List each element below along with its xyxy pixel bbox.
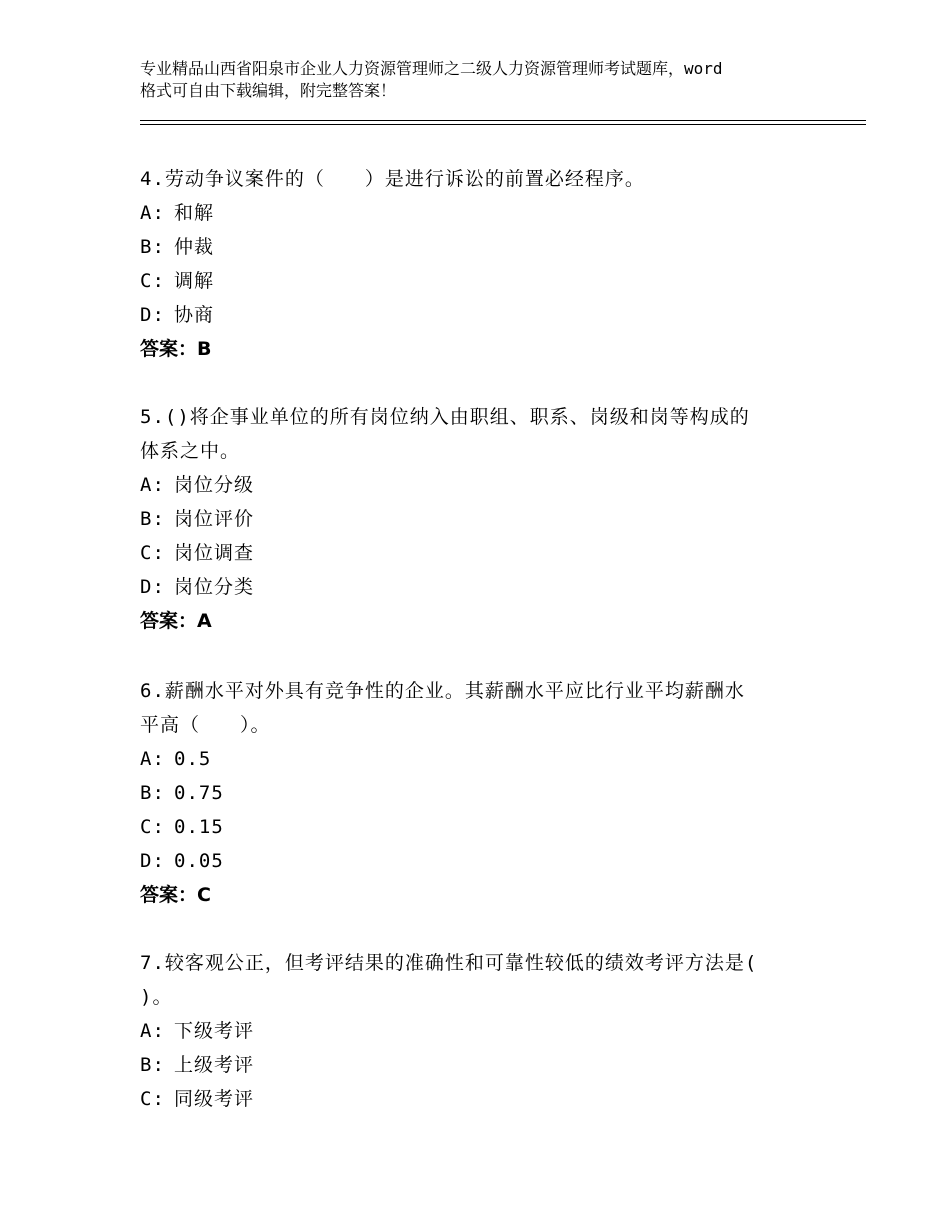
question-5 bbox=[140, 400, 820, 638]
question-6 bbox=[140, 674, 820, 912]
option-b bbox=[140, 776, 820, 810]
option-key: A: bbox=[140, 474, 165, 496]
option-key: A: bbox=[140, 202, 165, 224]
option-key: C: bbox=[140, 1088, 165, 1110]
question-text-continued: 平高（ ）。 bbox=[140, 714, 271, 736]
question-text: 7.较客观公正，但考评结果的准确性和可靠性较低的绩效考评方法是( bbox=[140, 952, 758, 974]
option-key: B: bbox=[140, 1054, 165, 1076]
option-text: 岗位分级 bbox=[174, 474, 255, 496]
option-key: A: bbox=[140, 1020, 165, 1042]
answer-line: 答案：A bbox=[140, 610, 212, 632]
option-key: C: bbox=[140, 816, 165, 838]
option-text: 协商 bbox=[174, 304, 215, 326]
option-key: B: bbox=[140, 782, 165, 804]
option-key: B: bbox=[140, 508, 165, 530]
option-a bbox=[140, 196, 820, 230]
option-text: 仲裁 bbox=[174, 236, 215, 258]
header-divider-top bbox=[140, 120, 866, 121]
option-d bbox=[140, 298, 820, 332]
option-d bbox=[140, 570, 820, 604]
question-text-continued: )。 bbox=[140, 986, 173, 1008]
document-header bbox=[140, 58, 840, 102]
option-text: 岗位分类 bbox=[174, 576, 255, 598]
answer-line: 答案：C bbox=[140, 884, 211, 906]
option-text: 0.75 bbox=[174, 782, 224, 804]
option-text: 上级考评 bbox=[174, 1054, 255, 1076]
option-text: 0.05 bbox=[174, 850, 224, 872]
option-key: C: bbox=[140, 542, 165, 564]
option-a bbox=[140, 468, 820, 502]
question-text: 6.薪酬水平对外具有竞争性的企业。其薪酬水平应比行业平均薪酬水 bbox=[140, 680, 745, 702]
option-text: 岗位调查 bbox=[174, 542, 255, 564]
question-text: 5.()将企事业单位的所有岗位纳入由职组、职系、岗级和岗等构成的 bbox=[140, 406, 750, 428]
header-line-1: 专业精品山西省阳泉市企业人力资源管理师之二级人力资源管理师考试题库，word bbox=[140, 59, 723, 78]
option-a bbox=[140, 742, 820, 776]
option-c bbox=[140, 536, 820, 570]
question-text: 4.劳动争议案件的（ ）是进行诉讼的前置必经程序。 bbox=[140, 168, 645, 190]
option-text: 岗位评价 bbox=[174, 508, 255, 530]
option-c bbox=[140, 1082, 820, 1116]
option-a bbox=[140, 1014, 820, 1048]
option-key: D: bbox=[140, 850, 165, 872]
header-line-2: 格式可自由下载编辑，附完整答案！ bbox=[140, 81, 397, 100]
header-divider-bottom bbox=[140, 124, 866, 125]
option-key: A: bbox=[140, 748, 165, 770]
option-text: 下级考评 bbox=[174, 1020, 255, 1042]
answer-line: 答案：B bbox=[140, 338, 212, 360]
option-text: 0.5 bbox=[174, 748, 212, 770]
option-b bbox=[140, 1048, 820, 1082]
option-text: 0.15 bbox=[174, 816, 224, 838]
option-text: 同级考评 bbox=[174, 1088, 255, 1110]
option-b bbox=[140, 502, 820, 536]
option-key: C: bbox=[140, 270, 165, 292]
question-7 bbox=[140, 946, 820, 1116]
question-4 bbox=[140, 162, 820, 366]
option-c bbox=[140, 264, 820, 298]
option-text: 调解 bbox=[174, 270, 215, 292]
option-c bbox=[140, 810, 820, 844]
question-text-continued: 体系之中。 bbox=[140, 440, 241, 462]
option-key: B: bbox=[140, 236, 165, 258]
option-text: 和解 bbox=[174, 202, 215, 224]
option-d bbox=[140, 844, 820, 878]
option-key: D: bbox=[140, 304, 165, 326]
option-key: D: bbox=[140, 576, 165, 598]
option-b bbox=[140, 230, 820, 264]
